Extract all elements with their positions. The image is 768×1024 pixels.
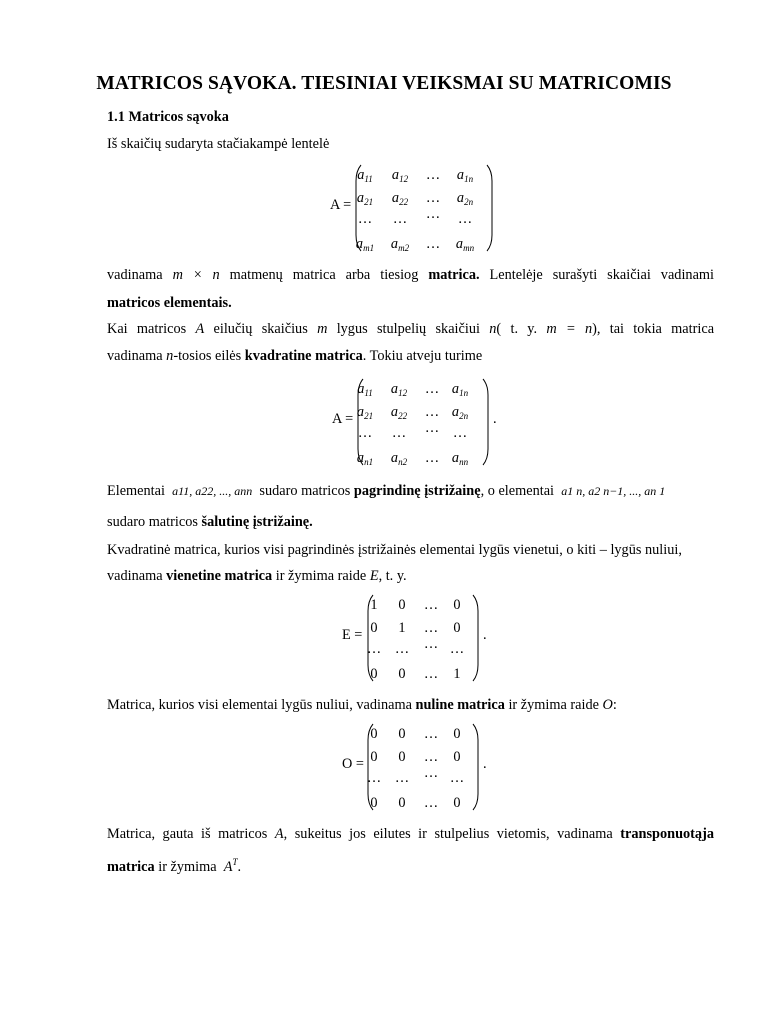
matrix-cell: … bbox=[423, 726, 439, 742]
matrix-cell: 0 bbox=[370, 749, 378, 765]
matrix-cell: … bbox=[423, 749, 439, 765]
matrix-cell: 0 bbox=[370, 620, 378, 636]
matrix-cell: $a_{21}$ bbox=[356, 404, 374, 421]
matrix-cell: 0 bbox=[398, 749, 406, 765]
matrix-cell: $a_{n1}$ bbox=[356, 450, 374, 467]
matrix-cell: $a_{22}$ bbox=[390, 404, 408, 421]
paragraph-zero-matrix: Matrica, kurios visi elementai lygūs nuliui, vadinama nuline matrica ir žymima raide O: bbox=[107, 697, 617, 713]
matrix-cell: … bbox=[366, 770, 382, 786]
matrix-cell: 0 bbox=[398, 795, 406, 811]
matrix-zero bbox=[342, 722, 492, 812]
matrix-cell: … bbox=[391, 425, 407, 441]
matrix-cell: … bbox=[357, 425, 373, 441]
matrix-cell: … bbox=[392, 211, 408, 227]
matrix-lhs: E = bbox=[342, 627, 363, 643]
right-parenthesis bbox=[487, 165, 492, 251]
matrix-cell: 0 bbox=[398, 726, 406, 742]
matrix-cell: $a_{2n}$ bbox=[451, 404, 469, 421]
paragraph-matrix-elements: matricos elementais. bbox=[107, 295, 232, 311]
matrix-lhs: A = bbox=[332, 411, 354, 427]
paragraph-secondary-diagonal: sudaro matricos šalutinę įstrižainę. bbox=[107, 514, 313, 530]
matrix-cell: $a_{n2}$ bbox=[390, 450, 408, 467]
matrix-cell: $a_{12}$ bbox=[390, 381, 408, 398]
right-parenthesis bbox=[473, 724, 478, 810]
matrix-cell: $a_{1n}$ bbox=[451, 381, 469, 398]
paragraph-square-condition: Kai matricos A eilučių skaičius m lygus stulpelių skaičiui n( t. y. m = n), tai tokia matrica bbox=[107, 321, 715, 337]
matrix-cell: $a_{1n}$ bbox=[456, 167, 474, 184]
matrix-lhs: O = bbox=[342, 756, 364, 772]
paragraph-intro: Iš skaičių sudaryta stačiakampė lentelė bbox=[107, 136, 330, 152]
matrix-period: . bbox=[493, 411, 497, 427]
matrix-cell: $a_{mn}$ bbox=[455, 236, 475, 253]
matrix-period: . bbox=[483, 756, 487, 772]
matrix-cell: … bbox=[449, 641, 465, 657]
paragraph-identity-definition: Kvadratinė matrica, kurios visi pagrindinės įstrižainės elementai lygūs vienetui, o kiti – lygūs nuliui, bbox=[107, 542, 682, 558]
matrix-cell: $a_{m2}$ bbox=[390, 236, 410, 253]
matrix-cell: 0 bbox=[398, 666, 406, 682]
matrix-cell: … bbox=[424, 404, 440, 420]
matrix-cell: … bbox=[394, 770, 410, 786]
paragraph-identity-name: vadinama vienetine matrica ir žymima raide E, t. y. bbox=[107, 568, 407, 584]
paragraph-square-matrix: vadinama n-tosios eilės kvadratine matrica. Tokiu atveju turime bbox=[107, 348, 483, 364]
paragraph-main-diagonal: Elementai a11, a22, ..., ann sudaro matricos pagrindinę įstrižainę, o elementai a1 n, a2 n−1, ..., an 1 bbox=[107, 483, 666, 499]
matrix-cell: … bbox=[423, 795, 439, 811]
matrix-cell: … bbox=[424, 381, 440, 397]
matrix-cell: … bbox=[424, 420, 440, 436]
matrix-cell: 0 bbox=[453, 795, 461, 811]
matrix-cell: 1 bbox=[370, 597, 378, 613]
matrix-cell: … bbox=[425, 167, 441, 183]
matrix-cell: … bbox=[457, 211, 473, 227]
matrix-cell: 0 bbox=[398, 597, 406, 613]
matrix-cell: 0 bbox=[453, 749, 461, 765]
paragraph-transpose-notation: matrica ir žymima $A^T$. bbox=[107, 857, 242, 875]
matrix-cell: … bbox=[357, 211, 373, 227]
matrix-cell: $a_{21}$ bbox=[356, 190, 374, 207]
matrix-cell: $a_{m1}$ bbox=[355, 236, 375, 253]
matrix-cell: 0 bbox=[453, 726, 461, 742]
matrix-cell: … bbox=[423, 765, 439, 781]
matrix-cell: … bbox=[425, 236, 441, 252]
matrix-cell: … bbox=[425, 206, 441, 222]
matrix-cell: 0 bbox=[370, 795, 378, 811]
matrix-cell: 0 bbox=[453, 597, 461, 613]
matrix-cell: … bbox=[423, 620, 439, 636]
matrix-period: . bbox=[483, 627, 487, 643]
matrix-lhs: A = bbox=[330, 197, 352, 213]
right-parenthesis bbox=[473, 595, 478, 681]
matrix-cell: … bbox=[366, 641, 382, 657]
matrix-cell: $a_{11}$ bbox=[357, 167, 373, 184]
paragraph-transpose-definition: Matrica, gauta iš matricos A, sukeitus jos eilutes ir stulpelius vietomis, vadinama transponuotąja bbox=[107, 826, 714, 842]
matrix-cell: … bbox=[425, 190, 441, 206]
matrix-cell: $a_{22}$ bbox=[391, 190, 409, 207]
matrix-cell: … bbox=[452, 425, 468, 441]
matrix-cell: $a_{12}$ bbox=[391, 167, 409, 184]
matrix-cell: 1 bbox=[398, 620, 406, 636]
matrix-cell: … bbox=[423, 597, 439, 613]
matrix-cell: … bbox=[423, 636, 439, 652]
matrix-identity bbox=[342, 593, 492, 683]
right-parenthesis bbox=[483, 379, 488, 465]
paragraph-matrix-definition: vadinama m × n matmenų matrica arba tiesiog matrica. Lentelėje surašyti skaičiai vadinami bbox=[107, 267, 715, 283]
matrix-cell: $a_{2n}$ bbox=[456, 190, 474, 207]
matrix-cell: … bbox=[449, 770, 465, 786]
matrix-a-square bbox=[332, 377, 502, 467]
matrix-cell: 1 bbox=[453, 666, 461, 682]
matrix-cell: 0 bbox=[453, 620, 461, 636]
matrix-cell: 0 bbox=[370, 666, 378, 682]
matrix-cell: … bbox=[424, 450, 440, 466]
matrix-a-general bbox=[330, 163, 500, 253]
section-heading: 1.1 Matricos sąvoka bbox=[107, 109, 229, 125]
matrix-cell: $a_{nn}$ bbox=[451, 450, 469, 467]
matrix-cell: … bbox=[394, 641, 410, 657]
matrix-cell: … bbox=[423, 666, 439, 682]
matrix-cell: 0 bbox=[370, 726, 378, 742]
matrix-cell: $a_{11}$ bbox=[357, 381, 373, 398]
page-title: MATRICOS SĄVOKA. TIESINIAI VEIKSMAI SU MATRICOMIS bbox=[96, 73, 672, 94]
